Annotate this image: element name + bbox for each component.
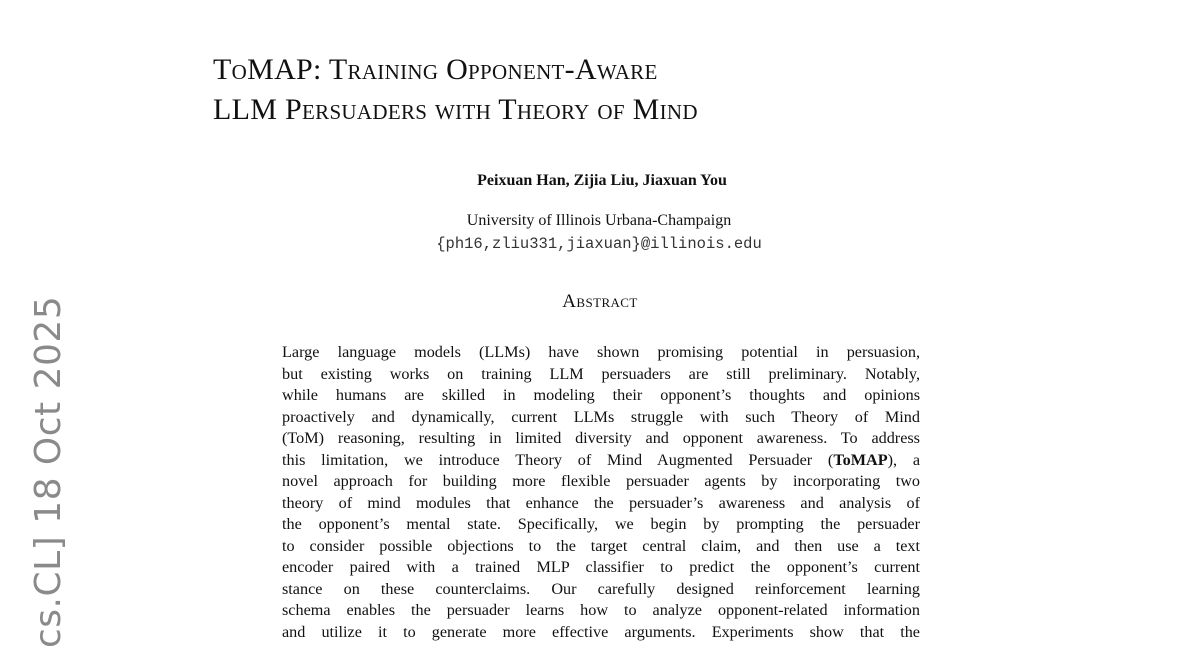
abstract-line: stance on these counterclaims. Our carefully designed reinforcement learning bbox=[282, 579, 920, 598]
abstract-line: (ToM) reasoning, resulting in limited diversity and opponent awareness. To address bbox=[282, 429, 920, 447]
abstract-line: while humans are skilled in modeling their opponent’s thoughts and opinions bbox=[282, 386, 920, 404]
abstract-line: and utilize it to generate more effective arguments. Experiments show that the bbox=[282, 622, 920, 641]
abstract-line-text: this limitation, we introduce Theory of Mind Augmented Persuader ( bbox=[282, 450, 834, 469]
author-list: Peixuan Han, Zijia Liu, Jiaxuan You bbox=[477, 172, 727, 189]
abstract-line: schema enables the persuader learns how to analyze opponent-related information bbox=[282, 601, 920, 619]
abstract-line: novel approach for building more flexible persuader agents by incorporating two bbox=[282, 472, 920, 490]
abstract-bold-term: ToMAP bbox=[833, 450, 888, 469]
arxiv-identifier-stamp: cs.CL] 18 Oct 2025 bbox=[28, 295, 69, 648]
abstract-line: but existing works on training LLM persuaders are still preliminary. Notably, bbox=[282, 364, 920, 383]
abstract-line: Large language models (LLMs) have shown promising potential in persuasion, bbox=[282, 343, 920, 361]
abstract-heading: Abstract bbox=[562, 291, 638, 312]
title-line-2: LLM Persuaders with Theory of Mind bbox=[213, 93, 698, 126]
abstract-line-with-bold-term bbox=[282, 450, 920, 472]
abstract-line: theory of mind modules that enhance the persuader’s awareness and analysis of bbox=[282, 493, 920, 512]
abstract-line: to consider possible objections to the target central claim, and then use a text bbox=[282, 536, 920, 555]
abstract-line: proactively and dynamically, current LLMs struggle with such Theory of Mind bbox=[282, 407, 920, 426]
author-emails: {ph16,zliu331,jiaxuan}@illinois.edu bbox=[436, 235, 762, 253]
abstract-line: the opponent’s mental state. Specifically, we begin by prompting the persuader bbox=[282, 515, 920, 533]
paper-title bbox=[213, 50, 1013, 130]
title-line-1: ToMAP: Training Opponent-Aware bbox=[213, 53, 658, 86]
affiliation: University of Illinois Urbana-Champaign bbox=[466, 212, 732, 229]
abstract-line: encoder paired with a trained MLP classifier to predict the opponent’s current bbox=[282, 558, 920, 576]
abstract-body bbox=[282, 342, 920, 643]
abstract-line-tail: ), a bbox=[887, 450, 920, 469]
